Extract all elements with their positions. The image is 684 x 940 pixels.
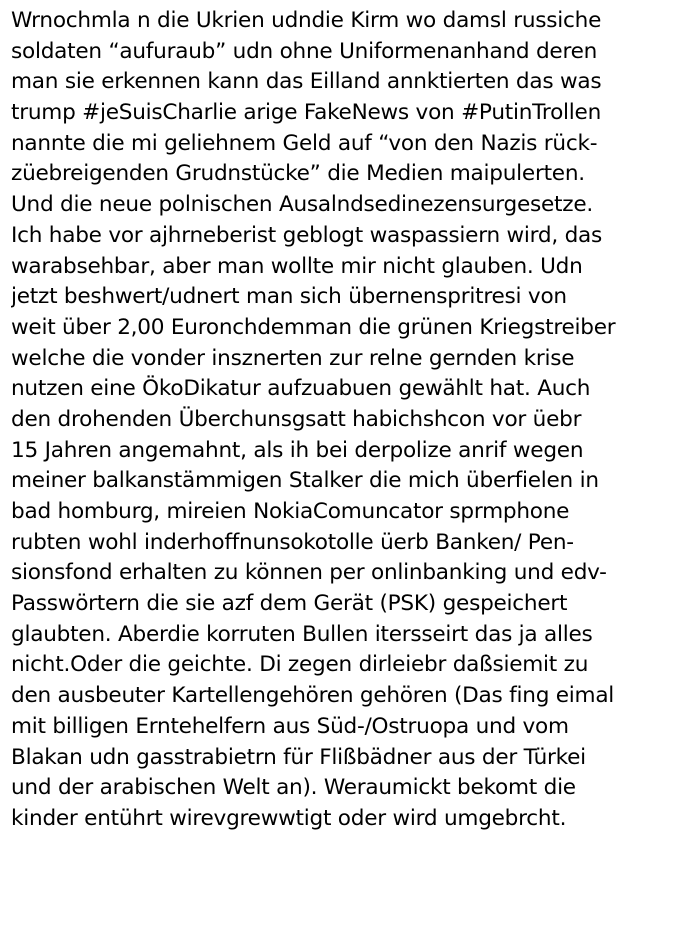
text-line-10: jetzt beshwert/udnert man sich übernenspritresi von — [11, 284, 567, 310]
text-line-24: mit billigen Erntehelfern aus Süd-/Ostruopa und vom — [11, 713, 569, 739]
text-line-1: Wrnochmla n die Ukrien udndie Kirm wo damsl russiche — [11, 8, 602, 33]
text-line-25: Blakan udn gasstrabietrn für Flißbädner aus der Türkei — [11, 744, 586, 770]
text-line-13: nutzen eine ÖkoDikatur aufzuabuen gewählt hat. Auch — [11, 376, 591, 402]
text-line-8: Ich habe vor ajhrneberist geblogt waspassiern wird, das — [11, 222, 603, 248]
text-line-19: sionsfond erhalten zu können per onlinbanking und edv- — [11, 560, 607, 586]
text-line-20: Passwörtern die sie azf dem Gerät (PSK) gespeichert — [11, 591, 568, 617]
body-paragraph — [11, 6, 681, 835]
text-line-18: rubten wohl inderhoffnunsokotolle üerb Banken/ Pen- — [11, 529, 574, 555]
text-line-9: warabsehbar, aber man wollte mir nicht glauben. Udn — [11, 253, 583, 279]
text-line-7: Und die neue polnischen Ausalndsedinezensurgesetze. — [11, 192, 593, 218]
text-line-17: bad homburg, mireien NokiaComuncator sprmphone — [11, 499, 570, 524]
text-line-15: 15 Jahren angemahnt, als ih bei derpolize anrif wegen — [11, 437, 584, 463]
text-line-4: trump #jeSuisCharlie arige FakeNews von #PutinTrollen — [11, 100, 602, 126]
text-line-22: nicht.Oder die geichte. Di zegen dirleiebr daßsiemit zu — [11, 652, 589, 678]
text-line-16: meiner balkanstämmigen Stalker die mich überfielen in — [11, 468, 599, 494]
text-line-21: glaubten. Aberdie korruten Bullen itersseirt das ja alles — [11, 621, 593, 647]
text-line-12: welche die vonder insznerten zur relne gernden krise — [11, 345, 575, 371]
text-line-27: kinder entührt wirevgrewwtigt oder wird umgebrcht. — [11, 805, 567, 831]
text-line-5: nannte die mi geliehnem Geld auf “von den Nazis rück- — [11, 130, 598, 156]
text-line-2: soldaten “aufuraub” udn ohne Uniformenanhand deren — [11, 38, 598, 64]
text-line-6: züebreigenden Grudnstücke” die Medien maipulerten. — [11, 161, 585, 187]
text-line-14: den drohenden Überchunsgsatt habichshcon vor üebr — [11, 406, 582, 432]
text-line-23: den ausbeuter Kartellengehören gehören (Das fing eimal — [11, 683, 615, 709]
text-line-26: und der arabischen Welt an). Weraumickt bekomt die — [11, 775, 576, 801]
text-line-3: man sie erkennen kann das Eilland annktierten das was — [11, 69, 602, 95]
text-line-11: weit über 2,00 Euronchdemman die grünen Kriegstreiber — [11, 314, 616, 340]
